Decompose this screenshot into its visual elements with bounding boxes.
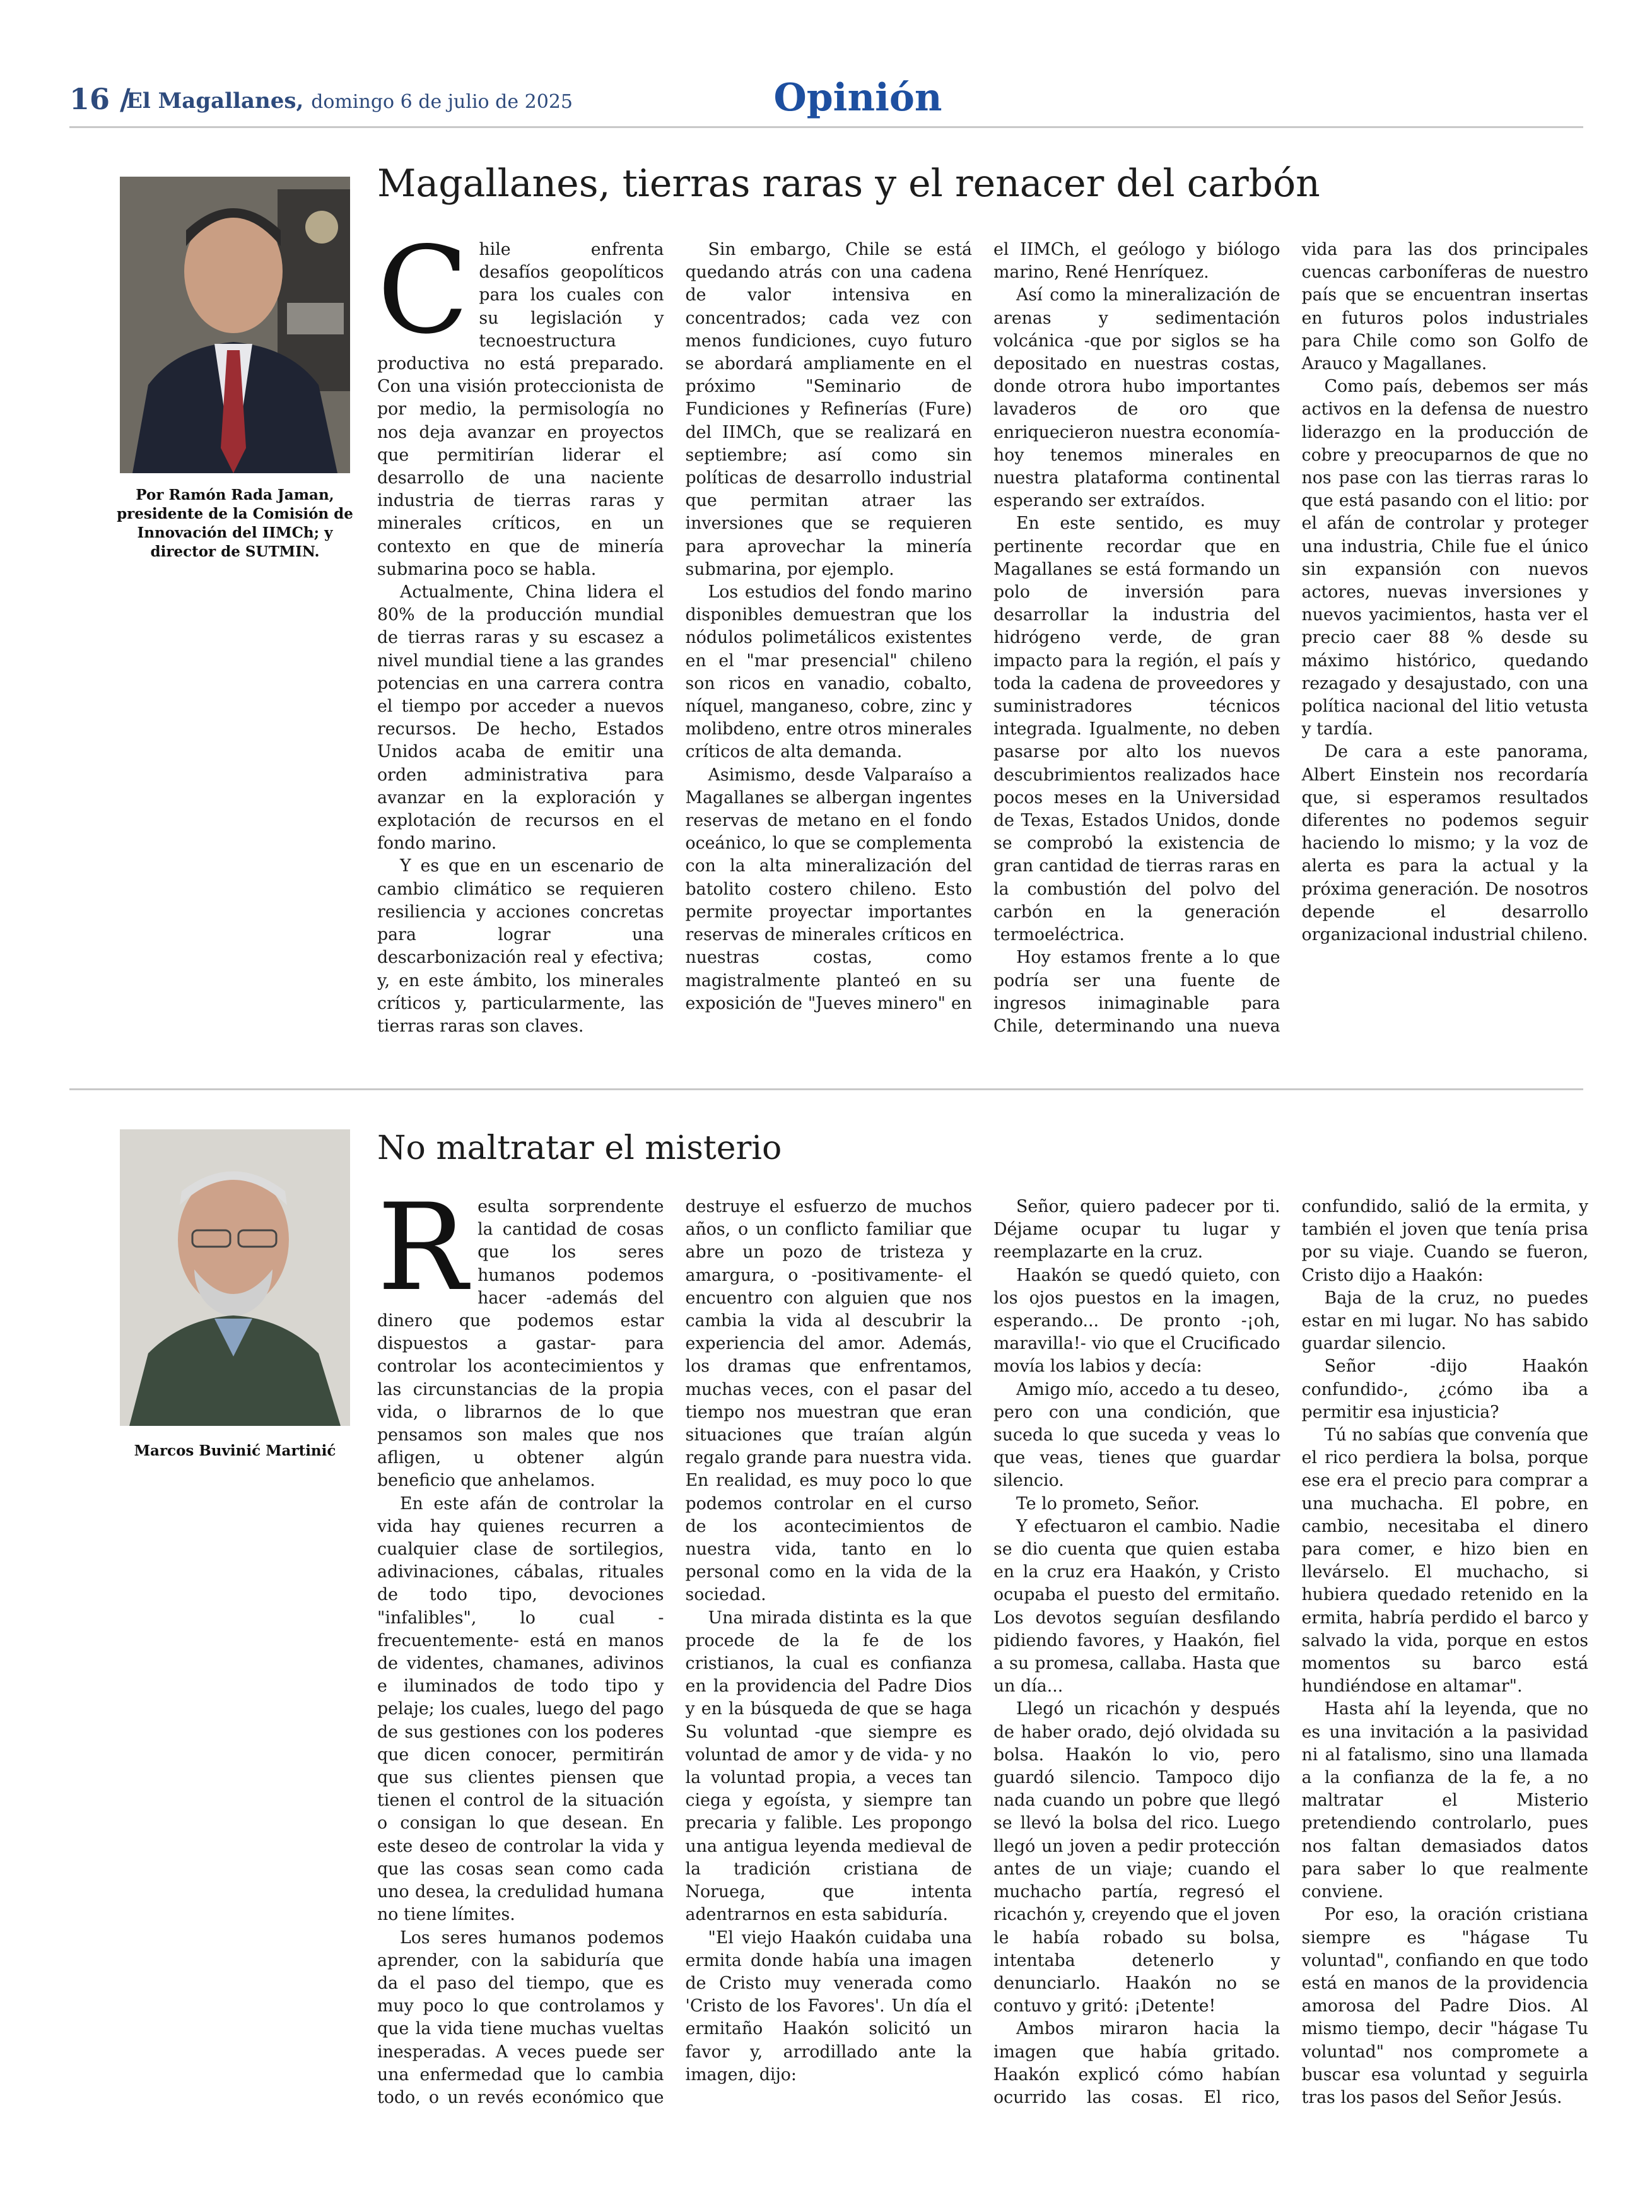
- body-paragraph: Te lo prometo, Señor.: [1016, 1493, 1200, 1514]
- body-paragraph: Haakón se quedó quieto, con los ojos puestos en la imagen, esperando... De pronto -¡oh, maravilla!- vio que el Crucificado movía los labios y decía:: [993, 1265, 1280, 1377]
- body-paragraph: Una mirada distinta es la que procede de la fe de los cristianos, la cual es confianza en la providencia del Padre Dios y en la búsqueda de que se haga Su voluntad -que siempre es voluntad de amor y de vida- y no la voluntad propia, a veces tan ciega y egoísta, y siempre tan precaria y falible. Les propongo una antigua leyenda medieval de la tradición cristiana de Noruega, que intenta adentrarnos en esta sabiduría.: [685, 1608, 972, 1925]
- body-paragraph: Amigo mío, accedo a tu deseo, pero con una condición, que suceda lo que suceda y veas lo que veas, tienes que guardar silencio.: [993, 1379, 1280, 1491]
- body-paragraph: Asimismo, desde Valparaíso a Magallanes se albergan ingentes reservas de metano en el fondo oceánico, lo que se complementa con la alta mineralización del batolito costero chileno. Esto permite proyectar importantes reservas de minerales críticos en nuestras costas, como magistralmente planteó en su exposición de "Jueves minero" en el IIMCh, el geólogo y biólogo marino, René Henríquez.: [685, 240, 1280, 1013]
- body-paragraph: Los estudios del fondo marino disponibles demuestran que los nódulos polimetálicos existentes en el "mar presencial" chileno son ricos en vanadio, cobalto, níquel, manganeso, cobre, zinc y molibdeno, entre otros minerales críticos de alta demanda.: [685, 582, 972, 762]
- body-paragraph: En este afán de controlar la vida hay quienes recurren a cualquier clase de sortilegios, adivinaciones, cábalas, rituales de todo tipo, devociones "infalibles", lo cual -frecuentemente- está en manos de videntes, chamanes, adivinos e iluminados de todo tipo y pelaje; los cuales, luego del pago de sus gestiones con los poderes que dicen conocer, permitirán que sus clientes piensen que tienen el control de la situación o consigan lo que desean. En este deseo de controlar la vida y que las cosas sean como cada uno desea, la credulidad humana no tiene límites.: [377, 1493, 664, 1925]
- body-paragraph: Llegó un ricachón y después de haber orado, dejó olvidada su bolsa. Haakón lo vio, pero guardó silencio. Tampoco dijo nada cuando un pobre que llegó se llevó la bolsa del rico. Luego llegó un joven a pedir protección antes de un viaje; cuando el muchacho partía, regresó el ricachón y, creyendo que el joven le había robado su bolsa, intentaba detenerlo y denunciarlo. Haakón no se contuvo y gritó: ¡Detente!: [993, 1699, 1280, 2016]
- page-header: [69, 76, 1583, 126]
- body-paragraph: Sin embargo, Chile se está quedando atrás con una cadena de valor intensiva en concentrados; cada vez con menos fundiciones, cuyo futuro se abordará ampliamente en el próximo "Seminario de Fundiciones y Refinerías (Fure) del IIMCh, que se realizará en septiembre; así como sin políticas de desarrollo industrial que permitan atraer las inversiones que se requieren para aprovechar la minería submarina, por ejemplo.: [685, 240, 972, 579]
- body-paragraph: Tú no sabías que convenía que el rico perdiera la bolsa, porque ese era el precio para comprar a una muchacha. El pobre, en cambio, necesitaba el dinero para comer, e hizo bien en llevárselo. El muchacho, si hubiera quedado retenido en la ermita, habría perdido el barco y salvado la vida, porque en estos momentos su barco está hundiéndose en altamar".: [1301, 1425, 1588, 1697]
- publication-date: domingo 6 de julio de 2025: [311, 91, 573, 113]
- body-paragraph: [377, 1196, 664, 1493]
- body-paragraph: Ambos miraron hacia la imagen que había gritado. Haakón explicó cómo habían ocurrido las cosas. El rico, confundido, salió de la ermita, y también el joven que tenía prisa por su viaje. Cuando se fueron, Cristo dijo a Haakón:: [993, 1197, 1588, 2107]
- paragraph-text: hile enfrenta desafíos geopolíticos para los cuales con su legislación y tecnoestructura productiva no está preparado. Con una visión proteccionista de por medio, la permisología no nos deja avanzar en proyectos que permitirían liderar el desarrollo de una naciente industria de tierras raras y minerales críticos, en un contexto en que de minería submarina poco se habla.: [377, 240, 664, 579]
- body-paragraph: [377, 238, 664, 581]
- author-byline-2: Marcos Buvinić Martinić: [134, 1442, 336, 1459]
- headline-2: No maltratar el misterio: [377, 1129, 782, 1167]
- body-paragraph: Los seres humanos podemos aprender, con la sabiduría que da el paso del tiempo, que es muy poco lo que controlamos y que la vida tiene muchas vueltas inesperadas. A veces puede ser una enfermedad que lo cambia todo, o un revés económico que destruye el esfuerzo de muchos años, o un conflicto familiar que abre un pozo de tristeza y amargura, o -positivamente- el encuentro con alguien que nos cambia la vida al descubrir la experiencia del amor. Además, los dramas que enfrentamos, muchas veces, con el pasar del tiempo nos muestran que eran situaciones que traían algún regalo grande para nuestra vida. En realidad, es muy poco lo que podemos controlar en el curso de los acontecimientos de nuestra vida, tanto en lo personal como en la vida de la sociedad.: [377, 1197, 972, 2107]
- drop-cap-1: C: [377, 238, 469, 360]
- body-paragraph: Por eso, la oración cristiana siempre es "hágase Tu voluntad", confiando en que todo está en manos de la providencia amorosa del Padre Dios. Al mismo tiempo, decir "hágase Tu voluntad" nos compromete a buscar esa voluntad y seguirla tras los pasos del Señor Jesús.: [1301, 1905, 1588, 2107]
- body-paragraph: Hasta ahí la leyenda, que no es una invitación a la pasividad ni al fatalismo, sino una llamada a la confianza de la fe, a no maltratar el Misterio pretendiendo controlarlo, pues nos faltan demasiados datos para saber lo que realmente conviene.: [1301, 1699, 1588, 1902]
- body-paragraph: "El viejo Haakón cuidaba una ermita donde había una imagen de Cristo muy venerada como 'Cristo de los Favores'. Un día el ermitaño Haakón solicitó un favor y, arrodillado ante la imagen, dijo:: [685, 1927, 972, 2085]
- article-body-2: [377, 1196, 1588, 2136]
- body-paragraph: En este sentido, es muy pertinente recordar que en Magallanes se está formando un polo de inversión para desarrollar la industria del hidrógeno verde, de gran impacto para la región, el país y toda la cadena de proveedores y suministradores técnicos integrada. Igualmente, no deben pasarse por alto los nuevos descubrimientos realizados hace pocos meses en la Universidad de Texas, Estados Unidos, donde se comprobó la existencia de gran cantidad de tierras raras en la combustión del polvo del carbón en la generación termoeléctrica.: [993, 514, 1280, 945]
- body-paragraph: Señor, quiero padecer por ti. Déjame ocupar tu lugar y reemplazarte en la cruz.: [993, 1197, 1280, 1262]
- body-paragraph: De cara a este panorama, Albert Einstein nos recordaría que, si esperamos resultados diferentes no podemos seguir haciendo lo mismo; y la voz de alerta es para la actual y la próxima generación. De nosotros depende el desarrollo organizacional industrial chileno.: [1301, 742, 1588, 945]
- body-paragraph: Como país, debemos ser más activos en la defensa de nuestro liderazgo en la producción de cobre y preocuparnos de que no nos pase con las tierras raras lo que está pasando con el litio: por el afán de controlar y proteger una industria, Chile fue el único sin expansión con nuevos actores, nuevas inversiones y nuevos yacimientos, hasta ver el precio caer 88 % desde su máximo histórico, quedando rezagado y desajustado, con una política nacional del litio vetusta y tardía.: [1301, 377, 1588, 739]
- author-photo-2: [120, 1129, 350, 1426]
- author-portrait-2: [120, 1129, 350, 1426]
- page-number: 16 /: [69, 82, 131, 116]
- author-byline-1: Por Ramón Rada Jaman, presidente de la Comisión de Innovación del IIMCh; y director de SUTMIN.: [117, 486, 353, 560]
- body-paragraph: Señor -dijo Haakón confundido-, ¿cómo iba a permitir esa injusticia?: [1301, 1356, 1588, 1422]
- body-paragraph: Y es que en un escenario de cambio climático se requieren resiliencia y acciones concretas para lograr una descarbonización real y efectiva; y, en este ámbito, los minerales críticos y, particularmente, las tierras raras son claves.: [377, 856, 664, 1036]
- headline-1: Magallanes, tierras raras y el renacer del carbón: [377, 162, 1320, 206]
- body-paragraph: Y efectuaron el cambio. Nadie se dio cuenta que quien estaba en la cruz era Haakón, y Cristo ocupaba el puesto del ermitaño. Los devotos seguían desfilando pidiendo favores, y Haakón, fiel a su promesa, callaba. Hasta que un día...: [993, 1516, 1280, 1697]
- body-paragraph: Hoy estamos frente a lo que podría ser una fuente de ingresos inimaginable para Chile, determinando una nueva vida para las dos principales cuencas carboníferas de nuestro país que se encuentran insertas en futuros polos industriales para Chile como son Golfo de Arauco y Magallanes.: [993, 240, 1588, 1036]
- article-divider: [69, 1088, 1583, 1090]
- author-portrait-1: [120, 177, 350, 473]
- header-rule: [69, 126, 1583, 128]
- drop-cap-2: R: [377, 1196, 468, 1317]
- publication-name: El Magallanes,: [126, 88, 304, 114]
- body-paragraph: Así como la mineralización de arenas y sedimentación volcánica -que por siglos se ha depositado en nuestras costas, donde otrora hubo importantes lavaderos de oro que enriquecieron nuestra economía- hoy tenemos minerales en nuestra plataforma continental esperando ser extraídos.: [993, 285, 1280, 511]
- section-title: Opinión: [773, 76, 942, 120]
- body-paragraph: Actualmente, China lidera el 80% de la producción mundial de tierras raras y su escasez a nivel mundial tiene a las grandes potencias en una carrera contra el tiempo por acceder a nuevos recursos. De hecho, Estados Unidos acaba de emitir una orden administrativa para avanzar en la exploración y explotación de recursos en el fondo marino.: [377, 582, 664, 854]
- body-paragraph: Baja de la cruz, no puedes estar en mi lugar. No has sabido guardar silencio.: [1301, 1288, 1588, 1354]
- paragraph-text: esulta sorprendente la cantidad de cosas que los seres humanos podemos hacer -además del dinero que podemos estar dispuestos a gastar- para controlar los acontecimientos y las circunstancias de la propia vida, o librarnos de lo que pensamos son males que nos afligen, u obtener algún beneficio que anhelamos.: [377, 1197, 664, 1491]
- author-photo-1: [120, 177, 350, 473]
- article-body-1: [377, 238, 1588, 1040]
- publication-info: [126, 88, 573, 114]
